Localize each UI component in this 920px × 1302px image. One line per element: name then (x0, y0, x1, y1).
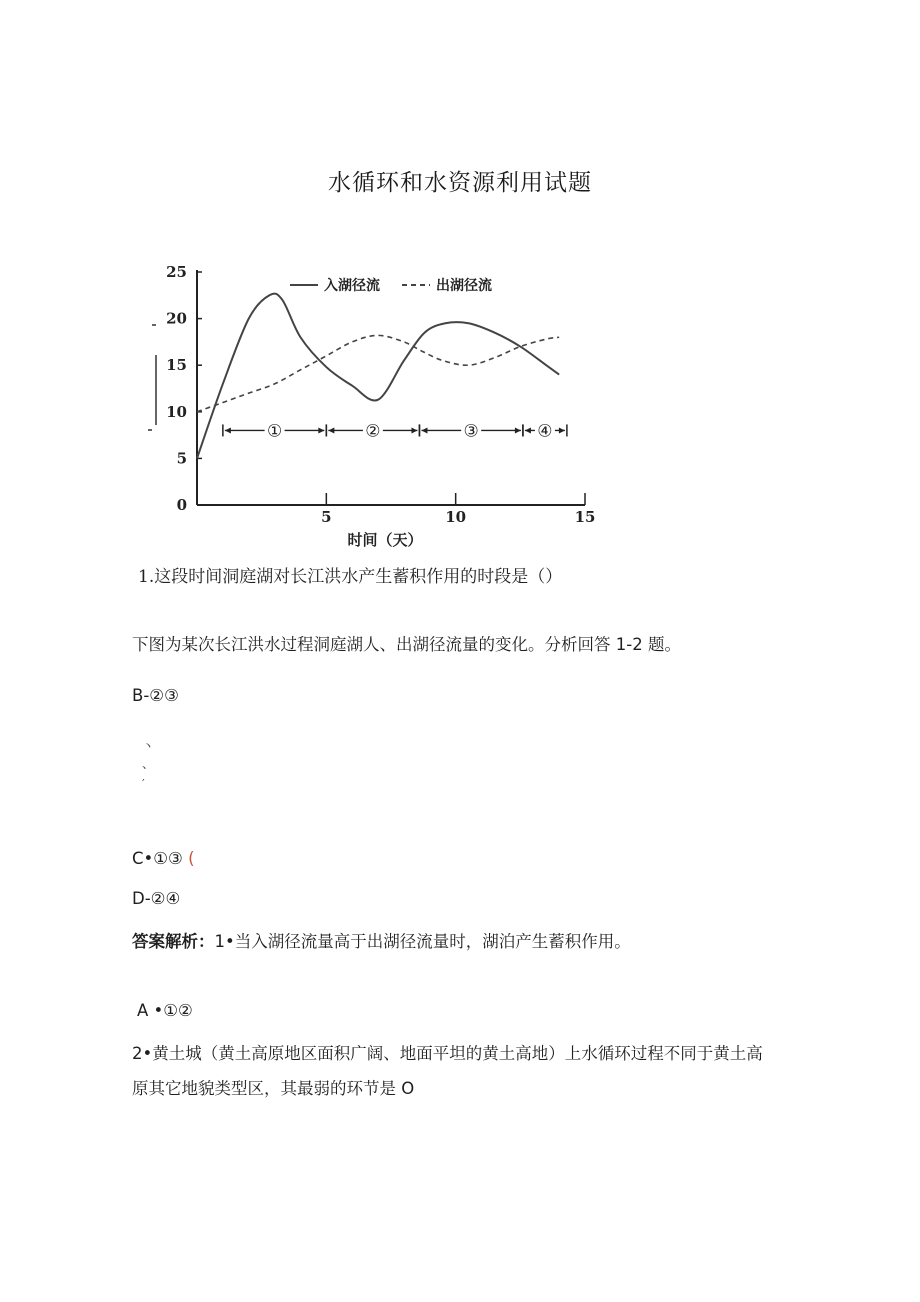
intro-text: 下图为某次长江洪水过程洞庭湖人、出湖径流量的变化。分析回答 1-2 题。 (132, 635, 681, 654)
period-arrow (525, 427, 531, 433)
x-tick-label: 15 (574, 508, 596, 526)
x-axis-label: 时间（天） (347, 531, 423, 549)
option-c-text: C•①③ (132, 849, 183, 868)
option-d: D-②④ (132, 889, 181, 908)
period-label: ④ (537, 421, 553, 442)
y-tick-label: 5 (176, 449, 187, 468)
option-c-paren: ( (188, 849, 195, 868)
period-arrow (559, 427, 565, 433)
option-b: B-②③ (132, 686, 179, 705)
question-1: 1.这段时间洞庭湖对长江洪水产生蓄积作用的时段是（） (138, 567, 563, 587)
y-tick-label: 0 (176, 496, 187, 514)
x-tick-label: 10 (445, 508, 467, 526)
stray-mark: ′ (142, 777, 145, 791)
stray-mark: 、 (142, 757, 155, 771)
y-tick-label: 25 (166, 263, 187, 281)
period-arrow (318, 427, 324, 433)
scan-mark (148, 325, 156, 430)
period-arrow (225, 427, 231, 433)
answer-text: 1•当入湖径流量高于出湖径流量时，湖泊产生蓄积作用。 (214, 932, 631, 951)
y-tick-label: 15 (166, 356, 187, 375)
period-label: ① (266, 421, 283, 442)
y-tick-label: 10 (166, 402, 187, 421)
page-title: 水循环和水资源利用试题 (328, 170, 592, 196)
runoff-chart (140, 255, 620, 555)
question-2-line-2: 原其它地貌类型区，其最弱的环节是 O (132, 1079, 415, 1098)
period-arrow (328, 427, 334, 433)
stray-mark: 丶 (142, 739, 155, 753)
answer-analysis (132, 928, 631, 952)
y-tick-label: 20 (166, 309, 187, 328)
legend-label: 出湖径流 (436, 278, 492, 294)
period-label: ② (365, 421, 381, 442)
period-arrow (421, 427, 427, 433)
x-tick-label: 5 (321, 508, 332, 526)
legend-label: 入湖径流 (324, 278, 380, 294)
period-arrow (411, 427, 417, 433)
period-arrow (515, 427, 521, 433)
option-c (132, 849, 195, 868)
option-a: A •①② (137, 1001, 193, 1020)
answer-label: 答案解析： (132, 932, 215, 951)
question-2-line-1: 2•黄土城（黄土高原地区面积广阔、地面平坦的黄土高地）上水循环过程不同于黄土高 (132, 1044, 763, 1063)
period-label: ③ (463, 421, 479, 442)
